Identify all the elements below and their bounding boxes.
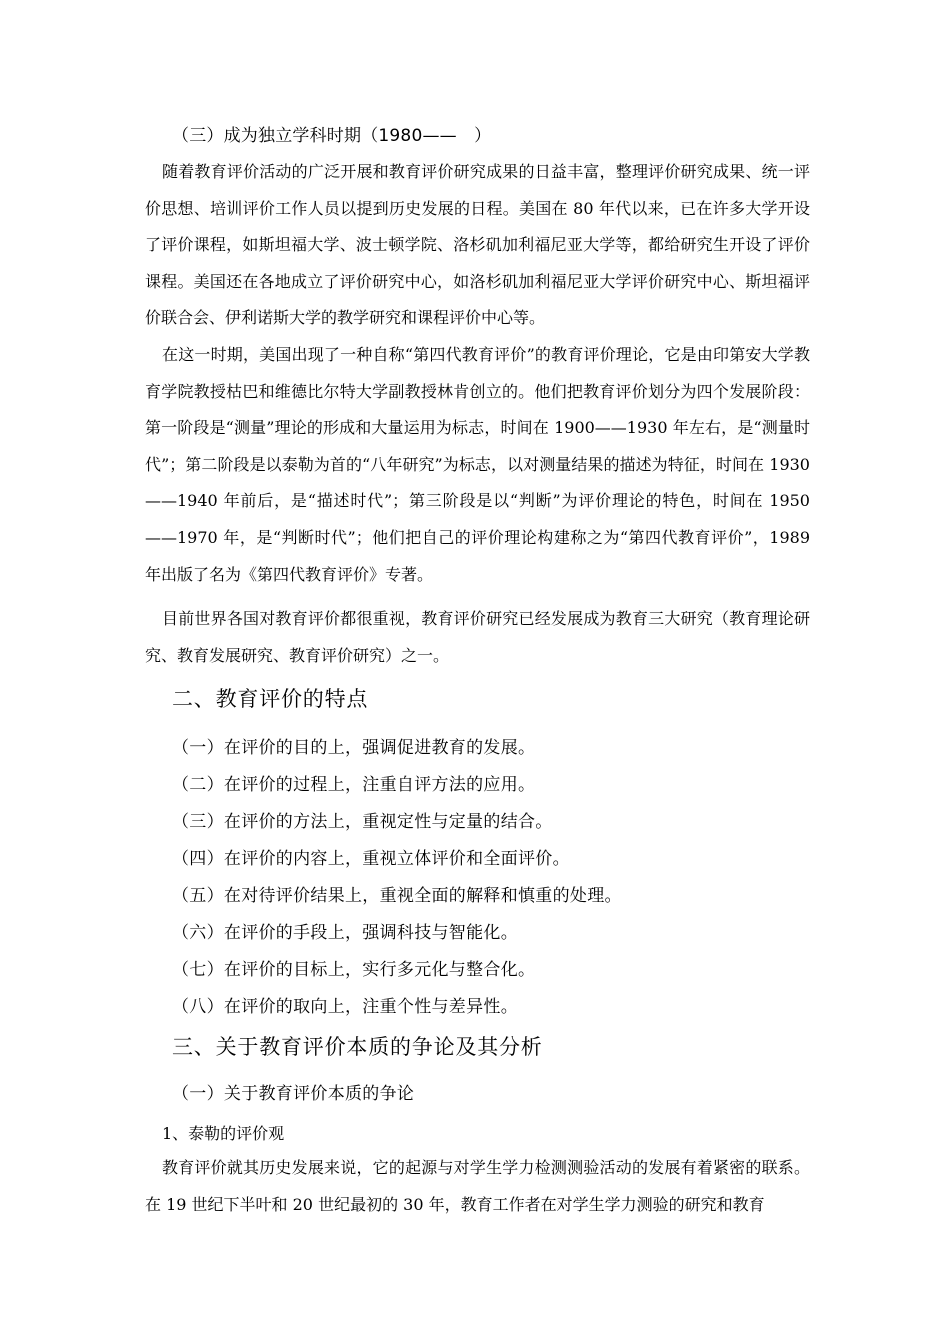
feature-item: （二）在评价的过程上，注重自评方法的应用。 — [172, 775, 536, 795]
feature-item: （三）在评价的方法上，重视定性与定量的结合。 — [172, 812, 553, 832]
paragraph-history-origin: 教育评价就其历史发展来说，它的起源与对学生学力检测测验活动的发展有着紧密的联系。在 19 世纪下半叶和 20 世纪最初的 30 年，教育工作者在对学生学力测验的研究和教育 — [145, 1158, 810, 1214]
chapter-heading-essence-debate: 三、关于教育评价本质的争论及其分析 — [172, 1035, 543, 1059]
section-heading-independent-discipline: （三）成为独立学科时期（1980—— ） — [172, 126, 492, 146]
section-heading-essence-debate: （一）关于教育评价本质的争论 — [172, 1084, 415, 1104]
feature-item: （七）在评价的目标上，实行多元化与整合化。 — [172, 960, 536, 980]
paragraph-fourth-generation: 在这一时期，美国出现了一种自称“第四代教育评价”的教育评价理论，它是由印第安大学教育学院教授枯巴和维德比尔特大学副教授林肯创立的。他们把教育评价划分为四个发展阶段：第一阶段是“测量”理论的形成和大量运用为标志，时间在 1900——1930 年左右，是“测量时代”；第二阶段是以泰勒为首的“八年研究”为标志，以对测量结果的描述为特征，时间在 1930——1940 年前后，是“描述时代”；第三阶段是以“判断”为评价理论的特色，时间在 1950——1970 年，是“判断时代”；他们把自己的评价理论构建称之为“第四代教育评价”，1989 年出版了名为《第四代教育评价》专著。 — [145, 345, 810, 584]
subsection-heading-tyler: 1、泰勒的评价观 — [162, 1124, 285, 1143]
feature-item: （五）在对待评价结果上，重视全面的解释和慎重的处理。 — [172, 886, 622, 906]
paragraph-three-research: 目前世界各国对教育评价都很重视，教育评价研究已经发展成为教育三大研究（教育理论研究、教育发展研究、教育评价研究）之一。 — [145, 609, 810, 665]
feature-item: （八）在评价的取向上，注重个性与差异性。 — [172, 997, 518, 1017]
chapter-heading-features: 二、教育评价的特点 — [172, 687, 369, 711]
paragraph-evaluation-courses: 随着教育评价活动的广泛开展和教育评价研究成果的日益丰富，整理评价研究成果、统一评价思想、培训评价工作人员以提到历史发展的日程。美国在 80 年代以来，已在许多大学开设了评价课程，如斯坦福大学、波士顿学院、洛杉矶加利福尼亚大学等，都给研究生开设了评价课程。美国还在各地成立了评价研究中心，如洛杉矶加利福尼亚大学评价研究中心、斯坦福评价联合会、伊利诺斯大学的教学研究和课程评价中心等。 — [145, 162, 810, 328]
feature-item: （六）在评价的手段上，强调科技与智能化。 — [172, 923, 518, 943]
feature-item: （四）在评价的内容上，重视立体评价和全面评价。 — [172, 849, 570, 869]
feature-item: （一）在评价的目的上，强调促进教育的发展。 — [172, 738, 536, 758]
